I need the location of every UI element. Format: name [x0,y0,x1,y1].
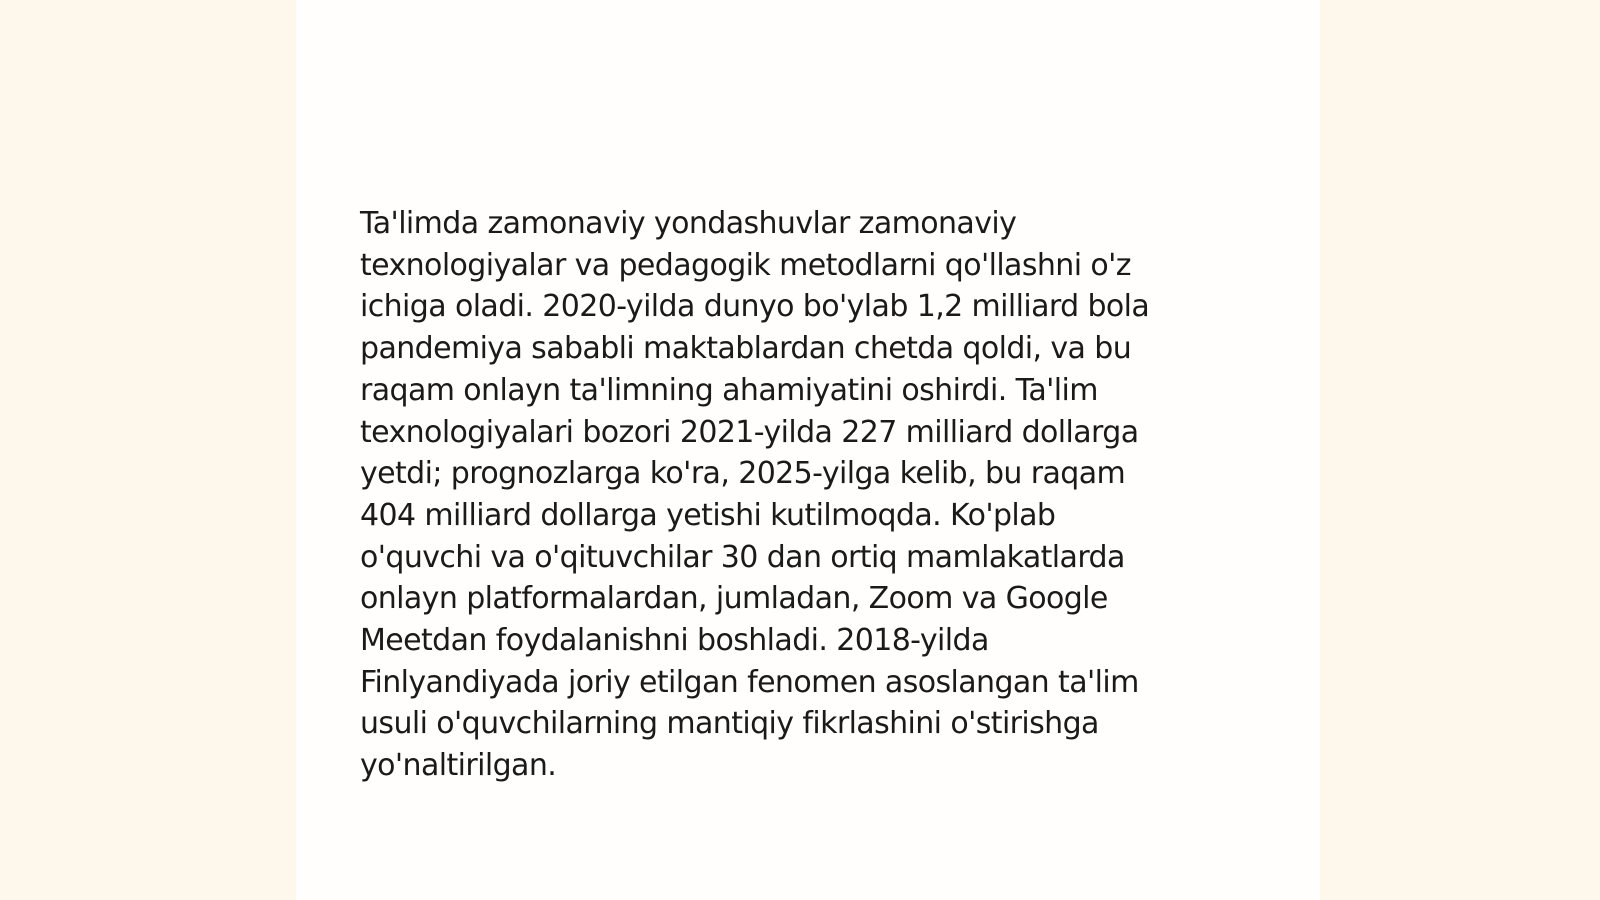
document-page [296,0,1320,900]
paragraph-line: usuli o'quvchilarning mantiqiy fikrlashini o'stirishga [360,706,1099,742]
paragraph-line: pandemiya sababli maktablardan chetda qoldi, va bu [360,331,1132,367]
paragraph-line: ichiga oladi. 2020-yilda dunyo bo'ylab 1,2 milliard bola [360,289,1150,325]
paragraph-line: raqam onlayn ta'limning ahamiyatini oshirdi. Ta'lim [360,372,1098,408]
paragraph-line: yetdi; prognozlarga ko'ra, 2025-yilga kelib, bu raqam [360,456,1126,492]
paragraph-line: o'quvchi va o'qituvchilar 30 dan ortiq mamlakatlarda [360,539,1125,575]
body-paragraph [360,203,1260,787]
paragraph-line: texnologiyalar va pedagogik metodlarni qo'llashni o'z [360,247,1131,283]
paragraph-line: 404 milliard dollarga yetishi kutilmoqda. Ko'plab [360,497,1056,533]
paragraph-line: texnologiyalari bozori 2021-yilda 227 milliard dollarga [360,414,1139,450]
paragraph-line: Meetdan foydalanishni boshladi. 2018-yilda [360,623,989,659]
paragraph-line: Ta'limda zamonaviy yondashuvlar zamonaviy [360,206,1017,241]
paragraph-line: yo'naltirilgan. [360,748,557,784]
paragraph-line: onlayn platformalardan, jumladan, Zoom va Google [360,581,1108,617]
paragraph-line: Finlyandiyada joriy etilgan fenomen asoslangan ta'lim [360,664,1139,700]
